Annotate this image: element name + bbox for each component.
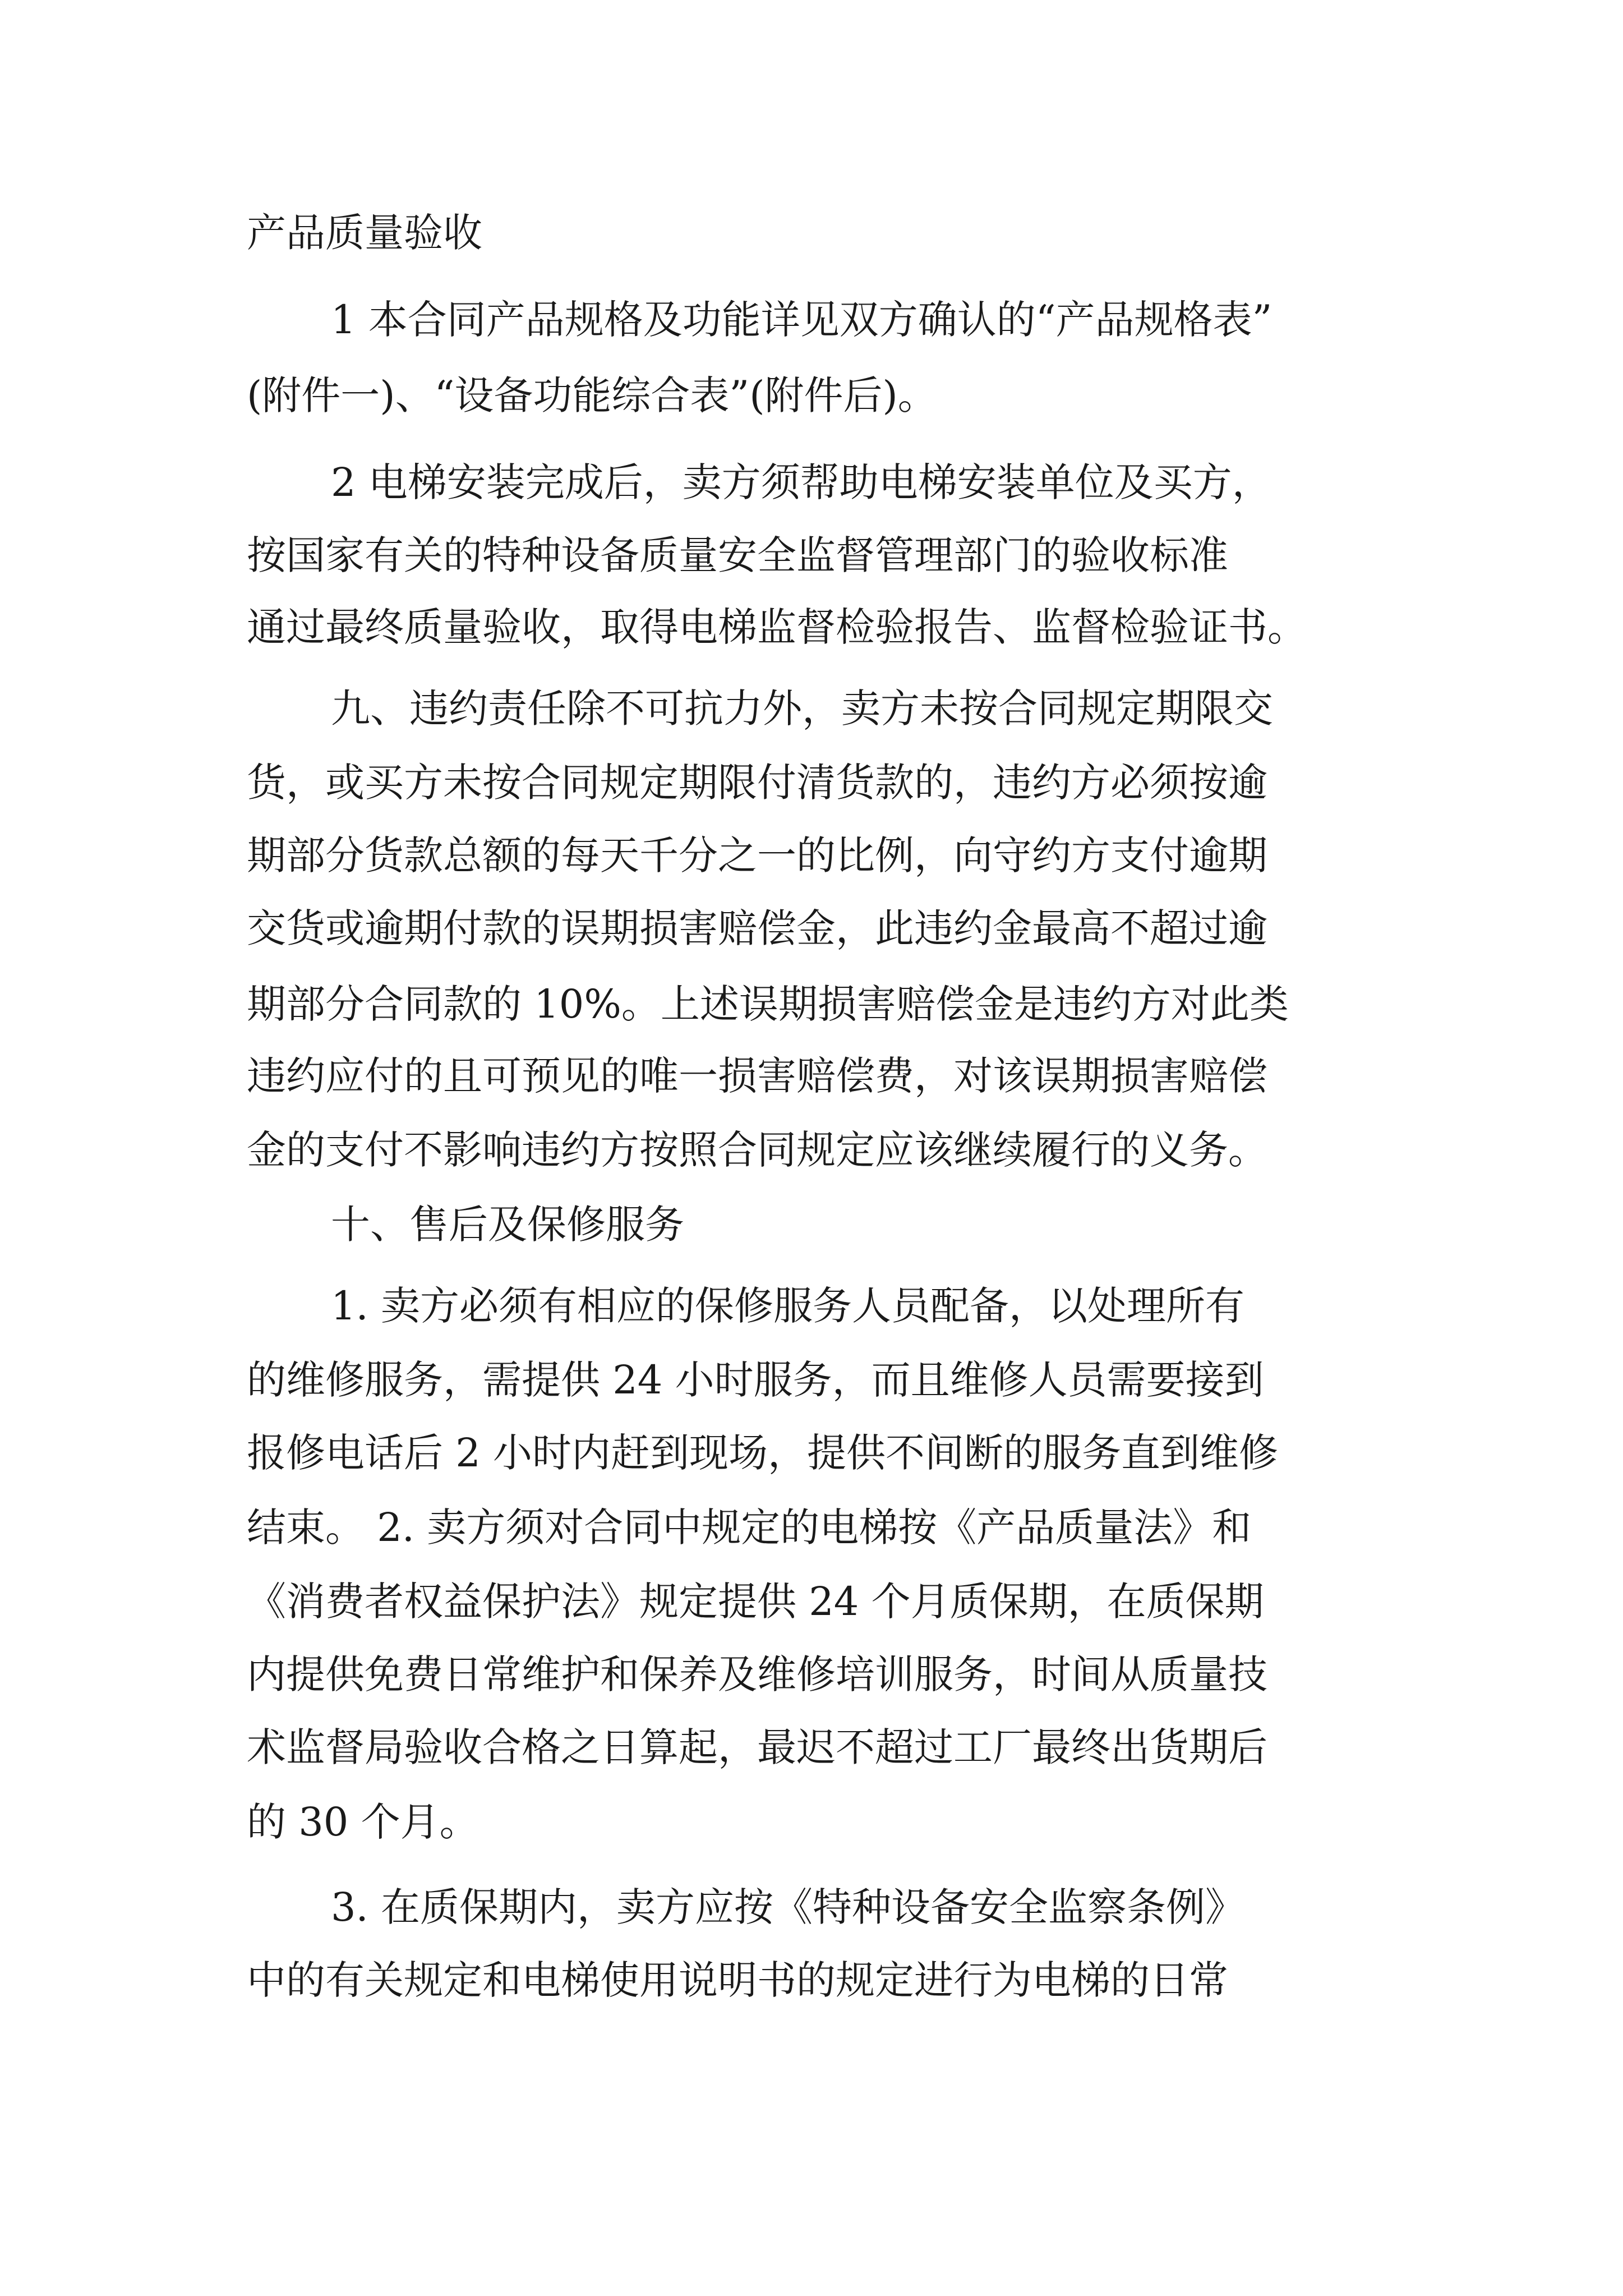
text-line-content: 结束。 2. 卖方须对合同中规定的电梯按《产品质量法》和: [247, 1504, 1252, 1550]
text-line-content: 九、违约责任除不可抗力外，卖方未按合同规定期限交: [331, 685, 1273, 731]
text-line-content: 2 电梯安装完成后，卖方须帮助电梯安装单位及买方，: [331, 459, 1271, 505]
text-line: [0, 1568, 1623, 1635]
text-line: [0, 522, 1623, 589]
text-line: [0, 822, 1623, 889]
text-line: [0, 1788, 1623, 1856]
text-line-content: 《消费者权益保护法》规定提供 24 个月质保期，在质保期: [247, 1579, 1264, 1625]
text-line: [0, 1641, 1623, 1708]
text-line-content: 金的支付不影响违约方按照合同规定应该继续履行的义务。: [247, 1127, 1267, 1173]
text-line-content: 通过最终质量验收，取得电梯监督检验报告、监督检验证书。: [247, 604, 1307, 650]
text-line-content: 十、售后及保修服务: [331, 1202, 684, 1248]
text-line-content: 交货或逾期付款的误期损害赔偿金，此违约金最高不超过逾: [247, 905, 1267, 951]
text-line: [0, 362, 1623, 429]
text-line: [0, 199, 1623, 266]
text-line: [0, 1042, 1623, 1110]
text-line-content: 中的有关规定和电梯使用说明书的规定进行为电梯的日常: [247, 1957, 1228, 2003]
text-line-content: 货，或买方未按合同规定期限付清货款的，违约方必须按逾: [247, 760, 1267, 806]
text-line-content: 术监督局验收合格之日算起，最迟不超过工厂最终出货期后: [247, 1724, 1267, 1770]
text-line: [0, 1272, 1623, 1340]
text-line: [0, 1419, 1623, 1487]
text-line: [0, 449, 1623, 516]
text-line-content: 产品质量验收: [247, 210, 482, 256]
text-line: [0, 895, 1623, 962]
text-line-content: 违约应付的且可预见的唯一损害赔偿费，对该误期损害赔偿: [247, 1053, 1267, 1099]
text-line: [0, 1494, 1623, 1561]
text-line: [0, 1714, 1623, 1781]
text-line-content: 期部分合同款的 10%。上述误期损害赔偿金是违约方对此类: [247, 981, 1289, 1027]
text-line: [0, 1947, 1623, 2014]
text-line-content: 期部分货款总额的每天千分之一的比例，向守约方支付逾期: [247, 832, 1267, 878]
text-line: [0, 593, 1623, 661]
text-line-content: 的维修服务，需提供 24 小时服务，而且维修人员需要接到: [247, 1357, 1264, 1403]
text-line-content: 1 本合同产品规格及功能详见双方确认的“产品规格表”: [331, 297, 1272, 343]
text-line-content: (附件一)、“设备功能综合表”(附件后)。: [247, 372, 937, 418]
text-line-content: 内提供免费日常维护和保养及维修培训服务，时间从质量技: [247, 1651, 1267, 1697]
text-line-content: 3. 在质保期内，卖方应按《特种设备安全监察条例》: [331, 1884, 1245, 1930]
text-line: [0, 970, 1623, 1038]
text-line: [0, 1116, 1623, 1184]
text-line-content: 的 30 个月。: [247, 1799, 479, 1845]
text-line-content: 报修电话后 2 小时内赶到现场，提供不间断的服务直到维修: [247, 1430, 1279, 1476]
text-line-content: 按国家有关的特种设备质量安全监督管理部门的验收标准: [247, 532, 1228, 578]
text-line-content: 1. 卖方必须有相应的保修服务人员配备，以处理所有: [331, 1283, 1245, 1329]
text-line: [0, 1874, 1623, 1941]
text-line: [0, 1346, 1623, 1414]
text-line: [0, 1191, 1623, 1258]
text-line: [0, 675, 1623, 742]
text-line: [0, 749, 1623, 816]
text-line: [0, 286, 1623, 353]
